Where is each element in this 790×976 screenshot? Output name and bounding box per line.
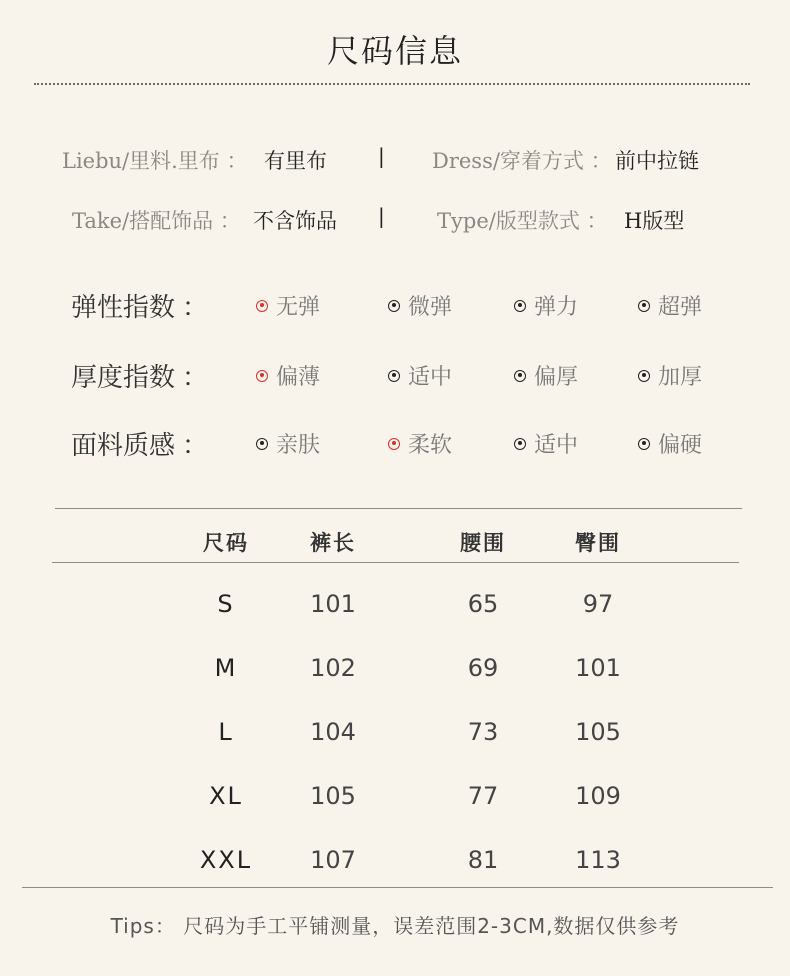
size-cell: XL	[209, 782, 243, 810]
radio-icon	[514, 300, 526, 312]
type-value-wrap	[624, 205, 684, 235]
table-cell: 113	[575, 846, 621, 874]
radio-selected-icon	[256, 300, 268, 312]
option-label: 无弹	[276, 295, 321, 320]
table-cell: 101	[575, 654, 621, 682]
separator: |	[378, 144, 385, 168]
separator: |	[378, 204, 385, 228]
size-cell: XXL	[199, 846, 253, 874]
radio-icon	[638, 300, 650, 312]
size-cell: L	[218, 718, 234, 746]
size-cell: M	[214, 654, 238, 682]
option-label: 适中	[534, 433, 579, 458]
table-cell: 107	[310, 846, 356, 874]
dress-value-wrap	[615, 145, 699, 175]
type-info	[437, 205, 608, 235]
table-cell: 105	[575, 718, 621, 746]
radio-selected-icon	[388, 438, 400, 450]
table-cell: 77	[467, 782, 499, 810]
take-value-wrap	[253, 205, 337, 235]
column-header: 臀围	[575, 531, 621, 555]
table-cell: 105	[310, 782, 356, 810]
attribute-option	[638, 360, 702, 391]
table-cell: 104	[310, 718, 356, 746]
attribute-option	[514, 290, 578, 321]
table-cell: 101	[310, 590, 356, 618]
radio-icon	[638, 370, 650, 382]
table-cell: 65	[467, 590, 499, 618]
attribute-colon: ：	[182, 363, 209, 393]
table-cell: 109	[575, 782, 621, 810]
size-cell: S	[217, 590, 235, 618]
attribute-option	[256, 360, 320, 391]
table-cell: 73	[467, 718, 499, 746]
attribute-option	[388, 428, 452, 459]
tips-note: Tips： 尺码为手工平铺测量，误差范围2-3CM,数据仅供参考	[110, 914, 680, 938]
option-label: 偏厚	[534, 365, 579, 390]
type-key: Type/版型款式 ：	[437, 209, 608, 233]
type-value: H版型	[624, 209, 685, 233]
radio-icon	[388, 300, 400, 312]
attribute-label: 面料质感	[71, 431, 176, 461]
page-title: 尺码信息	[326, 32, 463, 70]
dress-info	[432, 145, 612, 175]
attribute-option	[388, 360, 452, 391]
option-label: 超弹	[658, 295, 703, 320]
lining-value-wrap	[264, 145, 327, 175]
table-cell: 69	[467, 654, 499, 682]
column-header: 尺码	[203, 531, 249, 555]
option-label: 亲肤	[276, 433, 321, 458]
take-value: 不含饰品	[253, 209, 337, 233]
attribute-option	[514, 360, 578, 391]
attribute-option	[638, 290, 702, 321]
dotted-divider	[34, 83, 750, 85]
option-label: 偏薄	[276, 365, 321, 390]
table-cell: 102	[310, 654, 356, 682]
attribute-option	[514, 428, 578, 459]
radio-selected-icon	[256, 370, 268, 382]
attribute-option	[256, 290, 320, 321]
option-label: 微弹	[408, 295, 453, 320]
option-label: 偏硬	[658, 433, 703, 458]
take-key: Take/搭配饰品 ：	[72, 209, 241, 233]
option-label: 适中	[408, 365, 453, 390]
option-label: 柔软	[408, 433, 453, 458]
radio-icon	[514, 438, 526, 450]
radio-icon	[638, 438, 650, 450]
lining-key: Liebu/里料.里布 ：	[62, 149, 248, 173]
option-label: 弹力	[534, 295, 579, 320]
column-header: 腰围	[460, 531, 506, 555]
attribute-label: 弹性指数	[71, 293, 176, 323]
radio-icon	[256, 438, 268, 450]
lining-info	[62, 145, 247, 175]
lining-value: 有里布	[264, 149, 327, 173]
radio-icon	[388, 370, 400, 382]
table-header-rule	[52, 562, 739, 563]
table-bottom-rule	[22, 887, 773, 888]
attribute-option	[638, 428, 702, 459]
dress-value: 前中拉链	[615, 149, 699, 173]
attribute-option	[388, 290, 452, 321]
attribute-label: 厚度指数	[71, 363, 176, 393]
option-label: 加厚	[658, 365, 703, 390]
dress-key: Dress/穿着方式 ：	[432, 149, 612, 173]
attribute-colon: ：	[182, 293, 209, 323]
table-cell: 81	[467, 846, 499, 874]
radio-icon	[514, 370, 526, 382]
take-info	[72, 205, 241, 235]
attribute-colon: ：	[182, 431, 209, 461]
table-cell: 97	[582, 590, 614, 618]
column-header: 裤长	[310, 531, 356, 555]
attribute-option	[256, 428, 320, 459]
table-top-rule	[55, 508, 742, 509]
